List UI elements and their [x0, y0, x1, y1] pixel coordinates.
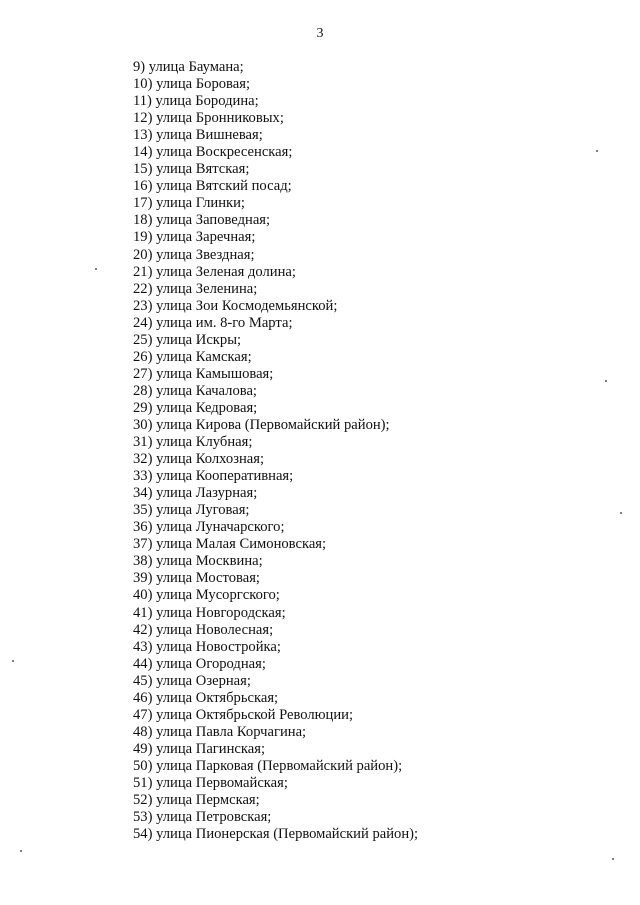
list-item: 16) улица Вятский посад; [133, 178, 292, 195]
list-item: 46) улица Октябрьская; [133, 689, 279, 706]
scan-speck [12, 660, 14, 662]
list-item: 35) улица Луговая; [133, 502, 250, 519]
street-list [133, 59, 418, 843]
list-item: 21) улица Зеленая долина; [133, 263, 296, 280]
list-item: 45) улица Озерная; [133, 672, 251, 689]
list-item: 22) улица Зеленина; [133, 280, 258, 297]
list-item: 13) улица Вишневая; [133, 127, 263, 144]
list-item: 33) улица Кооперативная; [133, 468, 294, 485]
list-item: 30) улица Кирова (Первомайский район); [133, 416, 390, 433]
scan-speck [20, 850, 22, 852]
scan-speck [95, 268, 97, 270]
list-item: 43) улица Новостройка; [133, 638, 281, 655]
list-item: 28) улица Качалова; [133, 382, 257, 399]
list-item: 34) улица Лазурная; [133, 485, 258, 502]
list-item: 53) улица Петровская; [133, 809, 272, 826]
list-item: 47) улица Октябрьской Революции; [133, 706, 354, 723]
scan-speck [612, 858, 614, 860]
list-item: 9) улица Баумана; [133, 59, 244, 75]
list-item: 10) улица Боровая; [133, 76, 250, 93]
list-item: 50) улица Парковая (Первомайский район); [133, 757, 403, 774]
list-item: 52) улица Пермская; [133, 792, 260, 809]
list-item: 31) улица Клубная; [133, 434, 253, 451]
list-item: 32) улица Колхозная; [133, 451, 265, 468]
list-item: 51) улица Первомайская; [133, 774, 288, 791]
list-item: 49) улица Пагинская; [133, 740, 265, 757]
list-item: 44) улица Огородная; [133, 655, 266, 672]
list-item: 54) улица Пионерская (Первомайский район); [133, 826, 419, 843]
list-item: 42) улица Новолесная; [133, 621, 274, 638]
list-item: 23) улица Зои Космодемьянской; [133, 297, 338, 314]
list-item: 39) улица Мостовая; [133, 570, 260, 587]
list-item: 48) улица Павла Корчагина; [133, 723, 307, 740]
list-item: 12) улица Бронниковых; [133, 110, 284, 127]
scan-speck [596, 150, 598, 152]
list-item: 17) улица Глинки; [133, 195, 245, 212]
list-item: 20) улица Звездная; [133, 246, 255, 263]
list-item: 18) улица Заповедная; [133, 212, 271, 229]
scan-speck [605, 380, 607, 382]
list-item: 37) улица Малая Симоновская; [133, 536, 327, 553]
list-item: 41) улица Новгородская; [133, 604, 286, 621]
scan-speck [620, 512, 622, 514]
list-item: 19) улица Заречная; [133, 229, 256, 246]
list-item: 11) улица Бородина; [133, 93, 259, 110]
list-item: 36) улица Луначарского; [133, 519, 285, 536]
list-item: 26) улица Камская; [133, 348, 252, 365]
list-item: 29) улица Кедровая; [133, 399, 258, 416]
list-item: 14) улица Воскресенская; [133, 144, 293, 161]
list-item: 24) улица им. 8-го Марта; [133, 314, 293, 331]
list-item: 27) улица Камышовая; [133, 365, 274, 382]
list-item: 38) улица Москвина; [133, 553, 263, 570]
page-number: 3 [316, 26, 324, 41]
list-item: 25) улица Искры; [133, 331, 242, 348]
list-item: 40) улица Мусоргского; [133, 587, 280, 604]
list-item: 15) улица Вятская; [133, 161, 250, 178]
